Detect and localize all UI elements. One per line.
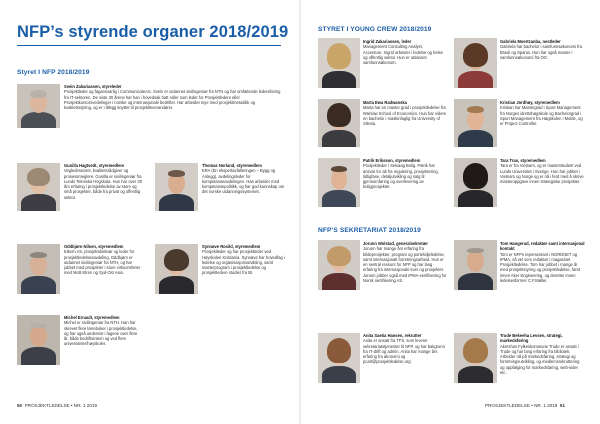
person-name: Kristian Jordhøy, styremedlem (500, 100, 560, 105)
title-divider (17, 45, 281, 46)
portrait-photo (17, 244, 60, 294)
person-bio: Anita er ansatt fra TFS, som leverer sekretariatstjenester til NFP, og har bakgrunn fra IT-drift og admin. Anita har mange års erfaring fra økonomi og pcart@prosjektledelse.org (363, 338, 445, 365)
person-name: Anita Saetia Hansen, rekrutter (363, 333, 422, 338)
person-name: Patrik Eriksson, styremedlem (363, 158, 421, 163)
publication-name: PROSJEKTLEDELSE • NR. 1 2019 (24, 403, 98, 408)
person-name: Svein Zakariassen, styreleder (64, 84, 122, 89)
publication-name: PROSJEKTLEDELSE • NR. 1 2019 (485, 403, 558, 408)
person-bio: Tom er NFPs representant i NORDNET og IPMA, så vel som redaktør i magasinet Prosjektledelse. Tom har jobbet i mange år med prosjektstyring og prosjektledelse, først innen Aker Engineering, og deretter innen ledelsesformer C.F.Møller. (500, 251, 581, 284)
person-bio: Prosjektleder i Selvaag Bolig. Patrik har ansvar for alt fra regulering, prosjektering, tidligfase, detaljutvikling og salg til gjennomføring og overlevering av boligprosjekter. (363, 163, 439, 190)
person-name: Thomas Norland, styremedlem (202, 163, 262, 168)
person-bio: Akershus Fylkeskommune Trude er ansatt i Trude og har lang erfaring fra bibliotek. Arbeider nå på markedsføring, strategi og forretningsutvikling, og medlemsrekruttering og oppfølging for markedsføring, web-sider etc. (500, 343, 580, 376)
portrait-photo (318, 38, 360, 88)
portrait-photo (318, 99, 360, 147)
portrait-photo (17, 163, 60, 211)
portrait-photo (17, 315, 60, 365)
person-bio: Kristian har Mastergrad i Sport Management fra Norges idrettshøgskole og Bachelorgrad i Sport Management fra Høgskolen i Molde, og er Project Controller. (500, 105, 583, 127)
portrait-photo (454, 99, 497, 147)
person-bio: Marta har en master grad i prosjektledelse fra Warsaw School of Economics. Hun har videre en bachelor i maskinfaglig fra University of Silesia. (363, 105, 447, 127)
portrait-photo (318, 240, 360, 290)
person-bio: Eikern AS, prosjektdirektør og leder for prosjektledelsesavdeling. Oddbjørn er utdannet sivilingeniør fra NTH, og har jobbet med prosjekter i store virksomheter med Mott-Stren og Syd-Ost Asia. (64, 249, 141, 276)
person-name: Michel Ernault, styremedlem (64, 315, 120, 320)
person-name: Marta Ewa Radwanska (363, 100, 407, 105)
portrait-photo (17, 84, 60, 128)
page-gutter (299, 0, 301, 424)
portrait-photo (155, 244, 198, 294)
person-bio: Prosjektleder og har prosjektleder ved Høyskolen Kristiania. Synnøve har hovedfag i ledelse og organisasjonsutvikling, samt masterprogram i prosjektledelse og prosjektledere studier fra BI. (202, 249, 285, 276)
page-title: NFP’s styrende organer 2018/2019 (17, 23, 289, 41)
person-bio: Management Consulting Analyst, Accenture. Ingrid arbeider i ledelse og helse og offentlig sektor. Hun er utdannet samfunnsøkonom. (363, 44, 443, 66)
portrait-photo (155, 163, 198, 211)
portrait-photo (318, 158, 360, 207)
page-number: 50 (17, 403, 23, 408)
person-bio: Michel er sivilingeniør fra NTH. Han har skrevet flere læreboker i prosjektledelse, og har også undervist i fagene over flere år, både bedriftsintern og ved flere universiteter/høyskoler. (64, 320, 138, 347)
portrait-photo (454, 38, 497, 88)
person-name: Gunilla Hagtvedt, styremedlem (64, 163, 125, 168)
left-footer (17, 403, 97, 408)
page-number: 51 (559, 403, 566, 408)
portrait-photo (318, 333, 360, 383)
person-bio: ERA (En ekspertavfalleringen – Bygg og Anlegg), avdelingsleder for kompetanseavdelingen. Han arbeider med kompetansepolitikk, og har god kunnskap om det norske utdanningssystemet. (202, 168, 285, 195)
section-heading-sekretariat: NFP’S SEKRETARIAT 2018/2019 (318, 227, 421, 234)
person-name: Trude Bekeeha Levsen, strategi, markedsføring (500, 333, 563, 344)
portrait-photo (454, 240, 497, 290)
person-bio: Veglederatorer, kvalitetsrådgiver og prosessmeglere. Gunilla er sivilingeniør fra Lunds Tekniska Högskola. Hun har over 30 års erfaring i prosjektledelse av store og små prosjekter, både fra privat og offentlig sektor. (64, 168, 142, 200)
person-name: Gabriela Moertzanba, nestleder (500, 39, 561, 44)
person-name: Jorunn Wolstad, generalsekretær (363, 241, 428, 246)
person-name: Synnøve Rosild, styremedlem (202, 244, 261, 249)
person-name: Oddbjørn Nilsen, styremedlem (64, 244, 124, 249)
person-bio: Prosjektleder og fagansvarlig i CommunicateAS. Svein er utdannet sivilingeniør fra NTH og har omfattende lederefaring fra IT-sektoren. De siste 30 årene har han i hovedsak hatt roller som leder for Prosjektledere eller Prosjektkontorsvedelinger i norske og internasjonale bedrifter. Har arbeidet mye med prosjektmetodikk og kvalitetsstyring, og er i tillegg knyttet til prosjektleverandører. (64, 89, 281, 111)
portrait-photo (454, 333, 497, 383)
person-bio: Tara er fra Vietnam, og er masterstudent ved Lunds Universitet i Sverige. Hun har jobbet i Vietnam og Norge og er nå i ferd med å skrive masteroppgave innen strategiske prosjekter. (500, 163, 584, 185)
person-name: Ingrid Zakariassen, leder (363, 39, 412, 44)
section-heading-young-crew: STYRET I YOUNG CREW 2018/2019 (318, 26, 432, 33)
person-name: Tara Tran, styremedlem (500, 158, 546, 163)
right-footer (485, 403, 565, 408)
person-bio: Jorunn har mange års erfaring fra bildeprosjekter, program og porteføljeledelse, samt internasjonalt forretningsarbeid. Hun er en sentral ressurs for NFP og har lang erfaring fra internasjonale kurs og prosjekter. Jorunn jobber også med IPMA-sertifisering for Norsk sertifisering AS. (363, 246, 447, 284)
person-bio: Gabriela har bachelor i samfunnsøkonomi fra Brasil og Spania. Hun har også master i samfunnsøkonomi fra OO. (500, 44, 582, 60)
portrait-photo (454, 158, 497, 207)
person-name: Tom Hangerud, redaktør samt internasjonal kontakt (500, 241, 585, 252)
section-heading-styret: Styret I NFP 2018/2019 (17, 69, 90, 76)
